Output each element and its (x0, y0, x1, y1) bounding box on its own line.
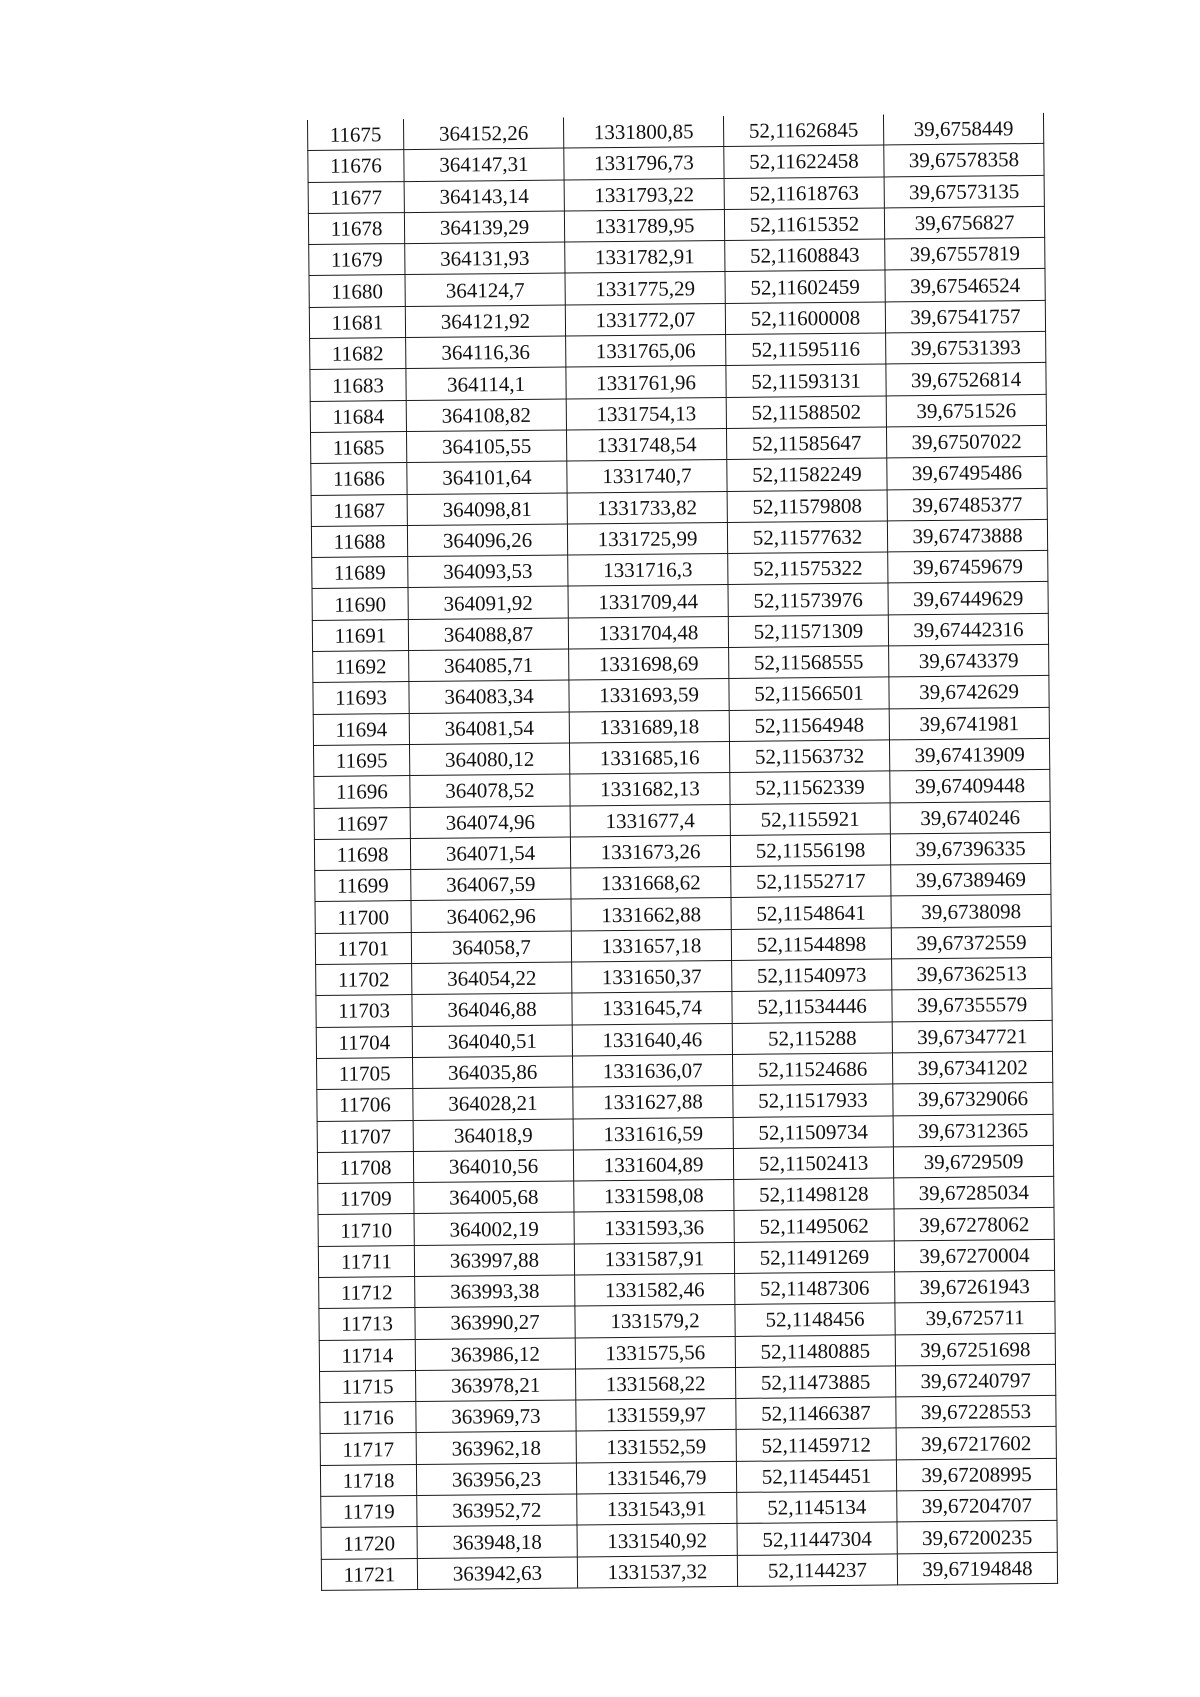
y-coordinate-cell: 1331559,97 (576, 1399, 736, 1432)
y-coordinate-cell: 1331582,46 (575, 1273, 735, 1306)
x-coordinate-cell: 363952,72 (417, 1494, 577, 1527)
point-number-cell: 11693 (313, 682, 409, 714)
longitude-cell: 39,67285034 (894, 1176, 1054, 1209)
x-coordinate-cell: 364143,14 (404, 180, 564, 213)
y-coordinate-cell: 1331782,91 (565, 241, 725, 274)
y-coordinate-cell: 1331754,13 (566, 397, 726, 430)
x-coordinate-cell: 363997,88 (414, 1244, 574, 1277)
longitude-cell: 39,6742629 (889, 676, 1049, 709)
latitude-cell: 52,1145134 (737, 1491, 897, 1524)
point-number-cell: 11694 (313, 713, 409, 745)
y-coordinate-cell: 1331673,26 (570, 835, 730, 868)
y-coordinate-cell: 1331627,88 (573, 1086, 733, 1119)
latitude-cell: 52,11491269 (734, 1241, 894, 1274)
y-coordinate-cell: 1331568,22 (576, 1367, 736, 1400)
longitude-cell: 39,67204707 (897, 1489, 1057, 1522)
x-coordinate-cell: 364121,92 (405, 305, 565, 338)
point-number-cell: 11719 (321, 1496, 417, 1528)
longitude-cell: 39,67531393 (886, 331, 1046, 364)
x-coordinate-cell: 363969,73 (416, 1400, 576, 1433)
x-coordinate-cell: 363942,63 (417, 1557, 577, 1590)
x-coordinate-cell: 364108,82 (406, 399, 566, 432)
point-number-cell: 11707 (317, 1120, 413, 1152)
y-coordinate-cell: 1331733,82 (567, 491, 727, 524)
point-number-cell: 11683 (310, 369, 406, 401)
x-coordinate-cell: 364018,9 (413, 1118, 573, 1151)
longitude-cell: 39,67347721 (892, 1020, 1052, 1053)
x-coordinate-cell: 364124,7 (405, 274, 565, 307)
x-coordinate-cell: 363990,27 (415, 1306, 575, 1339)
latitude-cell: 52,11466387 (736, 1397, 896, 1430)
coordinate-table (307, 113, 1058, 1591)
latitude-cell: 52,11548641 (731, 896, 891, 929)
x-coordinate-cell: 364062,96 (411, 899, 571, 932)
longitude-cell: 39,67329066 (893, 1083, 1053, 1116)
latitude-cell: 52,11498128 (734, 1178, 894, 1211)
point-number-cell: 11705 (317, 1057, 413, 1089)
y-coordinate-cell: 1331579,2 (575, 1305, 735, 1338)
point-number-cell: 11696 (314, 776, 410, 808)
longitude-cell: 39,67485377 (887, 488, 1047, 521)
x-coordinate-cell: 364058,7 (411, 931, 571, 964)
point-number-cell: 11706 (317, 1089, 413, 1121)
point-number-cell: 11700 (315, 901, 411, 933)
longitude-cell: 39,67261943 (895, 1270, 1055, 1303)
point-number-cell: 11695 (314, 744, 410, 776)
point-number-cell: 11715 (320, 1370, 416, 1402)
point-number-cell: 11721 (321, 1558, 417, 1590)
point-number-cell: 11690 (312, 588, 408, 620)
latitude-cell: 52,11602459 (725, 270, 885, 303)
latitude-cell: 52,11571309 (728, 615, 888, 648)
latitude-cell: 52,11573976 (728, 583, 888, 616)
longitude-cell: 39,6725711 (895, 1302, 1055, 1335)
y-coordinate-cell: 1331537,32 (577, 1555, 737, 1588)
x-coordinate-cell: 364088,87 (408, 618, 568, 651)
y-coordinate-cell: 1331575,56 (575, 1336, 735, 1369)
x-coordinate-cell: 363956,23 (416, 1463, 576, 1496)
latitude-cell: 52,11608843 (725, 239, 885, 272)
longitude-cell: 39,67507022 (886, 425, 1046, 458)
latitude-cell: 52,1155921 (730, 802, 890, 835)
longitude-cell: 39,6729509 (893, 1145, 1053, 1178)
x-coordinate-cell: 363986,12 (415, 1338, 575, 1371)
longitude-cell: 39,67208995 (896, 1458, 1056, 1491)
y-coordinate-cell: 1331685,16 (569, 741, 729, 774)
point-number-cell: 11699 (315, 870, 411, 902)
longitude-cell: 39,67578358 (884, 144, 1044, 177)
latitude-cell: 52,1144237 (737, 1554, 897, 1587)
point-number-cell: 11708 (317, 1151, 413, 1183)
y-coordinate-cell: 1331598,08 (574, 1180, 734, 1213)
y-coordinate-cell: 1331587,91 (574, 1242, 734, 1275)
point-number-cell: 11716 (320, 1402, 416, 1434)
longitude-cell: 39,6740246 (890, 801, 1050, 834)
point-number-cell: 11720 (321, 1527, 417, 1559)
y-coordinate-cell: 1331693,59 (569, 679, 729, 712)
x-coordinate-cell: 364116,36 (406, 336, 566, 369)
y-coordinate-cell: 1331593,36 (574, 1211, 734, 1244)
longitude-cell: 39,6741981 (889, 707, 1049, 740)
longitude-cell: 39,67278062 (894, 1208, 1054, 1241)
x-coordinate-cell: 364071,54 (410, 837, 570, 870)
y-coordinate-cell: 1331552,59 (576, 1430, 736, 1463)
point-number-cell: 11676 (308, 150, 404, 182)
longitude-cell: 39,67396335 (890, 832, 1050, 865)
y-coordinate-cell: 1331765,06 (566, 335, 726, 368)
x-coordinate-cell: 363962,18 (416, 1431, 576, 1464)
latitude-cell: 52,11595116 (726, 333, 886, 366)
y-coordinate-cell: 1331657,18 (571, 929, 731, 962)
x-coordinate-cell: 364152,26 (403, 118, 563, 150)
point-number-cell: 11711 (318, 1245, 414, 1277)
point-number-cell: 11702 (316, 964, 412, 996)
longitude-cell: 39,67200235 (897, 1521, 1057, 1554)
x-coordinate-cell: 364067,59 (411, 868, 571, 901)
latitude-cell: 52,11562339 (730, 771, 890, 804)
longitude-cell: 39,6738098 (891, 895, 1051, 928)
longitude-cell: 39,67546524 (885, 269, 1045, 302)
point-number-cell: 11717 (320, 1433, 416, 1465)
point-number-cell: 11698 (314, 838, 410, 870)
table-row (321, 1552, 1057, 1590)
x-coordinate-cell: 364078,52 (410, 774, 570, 807)
latitude-cell: 52,11626845 (723, 114, 883, 146)
point-number-cell: 11709 (318, 1183, 414, 1215)
point-number-cell: 11684 (310, 400, 406, 432)
point-number-cell: 11686 (311, 463, 407, 495)
point-number-cell: 11687 (311, 494, 407, 526)
longitude-cell: 39,67312365 (893, 1114, 1053, 1147)
latitude-cell: 52,11487306 (735, 1272, 895, 1305)
latitude-cell: 52,11568555 (729, 646, 889, 679)
x-coordinate-cell: 364105,55 (406, 430, 566, 463)
longitude-cell: 39,67251698 (895, 1333, 1055, 1366)
x-coordinate-cell: 364054,22 (412, 962, 572, 995)
x-coordinate-cell: 364096,26 (407, 524, 567, 557)
latitude-cell: 52,11577632 (727, 521, 887, 554)
x-coordinate-cell: 364098,81 (407, 493, 567, 526)
latitude-cell: 52,11552717 (731, 865, 891, 898)
longitude-cell: 39,6758449 (883, 113, 1043, 145)
x-coordinate-cell: 364083,34 (409, 680, 569, 713)
latitude-cell: 52,11564948 (729, 709, 889, 742)
point-number-cell: 11688 (311, 525, 407, 557)
coordinate-table-body (307, 113, 1057, 1590)
latitude-cell: 52,11582249 (727, 458, 887, 491)
latitude-cell: 52,11524686 (732, 1053, 892, 1086)
latitude-cell: 52,11454451 (736, 1460, 896, 1493)
longitude-cell: 39,67355579 (892, 989, 1052, 1022)
longitude-cell: 39,6751526 (886, 394, 1046, 427)
y-coordinate-cell: 1331709,44 (568, 585, 728, 618)
point-number-cell: 11681 (309, 306, 405, 338)
longitude-cell: 39,67372559 (891, 926, 1051, 959)
latitude-cell: 52,11575322 (728, 552, 888, 585)
y-coordinate-cell: 1331716,3 (568, 554, 728, 587)
point-number-cell: 11701 (315, 932, 411, 964)
x-coordinate-cell: 363993,38 (415, 1275, 575, 1308)
latitude-cell: 52,11566501 (729, 677, 889, 710)
y-coordinate-cell: 1331668,62 (571, 867, 731, 900)
point-number-cell: 11714 (319, 1339, 415, 1371)
y-coordinate-cell: 1331645,74 (572, 992, 732, 1025)
x-coordinate-cell: 364080,12 (409, 743, 569, 776)
x-coordinate-cell: 364114,1 (406, 367, 566, 400)
x-coordinate-cell: 364147,31 (404, 148, 564, 181)
y-coordinate-cell: 1331546,79 (576, 1461, 736, 1494)
x-coordinate-cell: 364028,21 (413, 1087, 573, 1120)
point-number-cell: 11703 (316, 995, 412, 1027)
point-number-cell: 11680 (309, 275, 405, 307)
latitude-cell: 52,11540973 (732, 959, 892, 992)
longitude-cell: 39,67557819 (885, 238, 1045, 271)
latitude-cell: 52,11579808 (727, 490, 887, 523)
y-coordinate-cell: 1331540,92 (577, 1524, 737, 1557)
x-coordinate-cell: 364010,56 (413, 1150, 573, 1183)
y-coordinate-cell: 1331796,73 (564, 147, 724, 180)
latitude-cell: 52,11593131 (726, 364, 886, 397)
longitude-cell: 39,67341202 (892, 1051, 1052, 1084)
point-number-cell: 11677 (308, 181, 404, 213)
longitude-cell: 39,67573135 (884, 175, 1044, 208)
point-number-cell: 11697 (314, 807, 410, 839)
latitude-cell: 52,11534446 (732, 990, 892, 1023)
point-number-cell: 11685 (310, 432, 406, 464)
x-coordinate-cell: 364091,92 (408, 586, 568, 619)
longitude-cell: 39,67240797 (895, 1364, 1055, 1397)
x-coordinate-cell: 364101,64 (407, 461, 567, 494)
longitude-cell: 39,67362513 (892, 957, 1052, 990)
point-number-cell: 11712 (319, 1277, 415, 1309)
longitude-cell: 39,6743379 (889, 644, 1049, 677)
latitude-cell: 52,11588502 (726, 396, 886, 429)
longitude-cell: 39,67526814 (886, 363, 1046, 396)
longitude-cell: 39,67409448 (890, 770, 1050, 803)
x-coordinate-cell: 364046,88 (412, 993, 572, 1026)
latitude-cell: 52,11563732 (729, 740, 889, 773)
longitude-cell: 39,67217602 (896, 1427, 1056, 1460)
x-coordinate-cell: 364035,86 (413, 1056, 573, 1089)
latitude-cell: 52,11556198 (730, 834, 890, 867)
y-coordinate-cell: 1331789,95 (564, 209, 724, 242)
y-coordinate-cell: 1331604,89 (573, 1148, 733, 1181)
x-coordinate-cell: 364131,93 (405, 242, 565, 275)
y-coordinate-cell: 1331662,88 (571, 898, 731, 931)
latitude-cell: 52,11509734 (733, 1115, 893, 1148)
x-coordinate-cell: 364005,68 (414, 1181, 574, 1214)
latitude-cell: 52,11622458 (724, 145, 884, 178)
y-coordinate-cell: 1331740,7 (567, 460, 727, 493)
longitude-cell: 39,67541757 (885, 300, 1045, 333)
y-coordinate-cell: 1331775,29 (565, 272, 725, 305)
point-number-cell: 11713 (319, 1308, 415, 1340)
longitude-cell: 39,67270004 (894, 1239, 1054, 1272)
latitude-cell: 52,11618763 (724, 177, 884, 210)
longitude-cell: 39,67449629 (888, 582, 1048, 615)
longitude-cell: 39,67495486 (887, 457, 1047, 490)
y-coordinate-cell: 1331725,99 (567, 522, 727, 555)
point-number-cell: 11718 (320, 1464, 416, 1496)
x-coordinate-cell: 364081,54 (409, 712, 569, 745)
latitude-cell: 52,11502413 (733, 1147, 893, 1180)
x-coordinate-cell: 364002,19 (414, 1212, 574, 1245)
latitude-cell: 52,11473885 (735, 1366, 895, 1399)
y-coordinate-cell: 1331761,96 (566, 366, 726, 399)
longitude-cell: 39,67228553 (896, 1396, 1056, 1429)
longitude-cell: 39,67459679 (888, 551, 1048, 584)
x-coordinate-cell: 364040,51 (412, 1025, 572, 1058)
y-coordinate-cell: 1331650,37 (572, 960, 732, 993)
y-coordinate-cell: 1331800,85 (563, 116, 723, 148)
y-coordinate-cell: 1331640,46 (572, 1023, 732, 1056)
point-number-cell: 11691 (312, 619, 408, 651)
y-coordinate-cell: 1331698,69 (569, 648, 729, 681)
y-coordinate-cell: 1331616,59 (573, 1117, 733, 1150)
x-coordinate-cell: 363978,21 (416, 1369, 576, 1402)
point-number-cell: 11692 (313, 651, 409, 683)
longitude-cell: 39,67473888 (887, 519, 1047, 552)
latitude-cell: 52,115288 (732, 1022, 892, 1055)
latitude-cell: 52,11615352 (724, 208, 884, 241)
y-coordinate-cell: 1331772,07 (565, 303, 725, 336)
point-number-cell: 11678 (308, 212, 404, 244)
y-coordinate-cell: 1331704,48 (568, 616, 728, 649)
y-coordinate-cell: 1331677,4 (570, 804, 730, 837)
longitude-cell: 39,6756827 (884, 206, 1044, 239)
y-coordinate-cell: 1331543,91 (577, 1493, 737, 1526)
y-coordinate-cell: 1331682,13 (570, 773, 730, 806)
y-coordinate-cell: 1331793,22 (564, 178, 724, 211)
longitude-cell: 39,67389469 (891, 864, 1051, 897)
y-coordinate-cell: 1331636,07 (572, 1054, 732, 1087)
latitude-cell: 52,11480885 (735, 1334, 895, 1367)
longitude-cell: 39,67194848 (897, 1552, 1057, 1585)
point-number-cell: 11682 (310, 338, 406, 370)
latitude-cell: 52,11459712 (736, 1428, 896, 1461)
x-coordinate-cell: 364085,71 (409, 649, 569, 682)
longitude-cell: 39,67442316 (888, 613, 1048, 646)
x-coordinate-cell: 364074,96 (410, 806, 570, 839)
x-coordinate-cell: 364139,29 (404, 211, 564, 244)
latitude-cell: 52,11600008 (725, 302, 885, 335)
point-number-cell: 11679 (309, 244, 405, 276)
longitude-cell: 39,67413909 (889, 738, 1049, 771)
latitude-cell: 52,11544898 (731, 928, 891, 961)
latitude-cell: 52,11585647 (726, 427, 886, 460)
point-number-cell: 11675 (307, 119, 403, 151)
x-coordinate-cell: 363948,18 (417, 1525, 577, 1558)
point-number-cell: 11689 (312, 557, 408, 589)
point-number-cell: 11710 (318, 1214, 414, 1246)
y-coordinate-cell: 1331748,54 (566, 428, 726, 461)
y-coordinate-cell: 1331689,18 (569, 710, 729, 743)
point-number-cell: 11704 (316, 1026, 412, 1058)
latitude-cell: 52,11495062 (734, 1209, 894, 1242)
latitude-cell: 52,1148456 (735, 1303, 895, 1336)
latitude-cell: 52,11447304 (737, 1522, 897, 1555)
x-coordinate-cell: 364093,53 (408, 555, 568, 588)
latitude-cell: 52,11517933 (733, 1084, 893, 1117)
